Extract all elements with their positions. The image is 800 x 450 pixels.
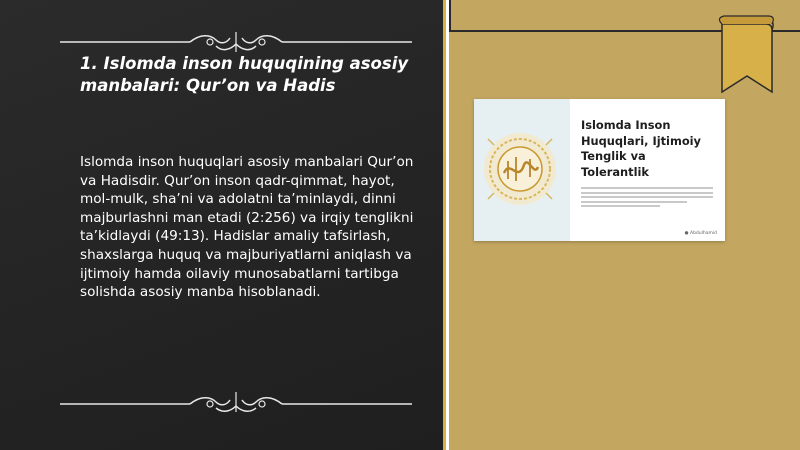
top-ornament-divider — [60, 30, 412, 54]
thumbnail-text-lines — [581, 187, 713, 210]
calligraphy-medallion-icon — [474, 99, 570, 241]
slide-title: 1. Islomda inson huquqining asosiy manbalari: Qur’on va Hadis — [80, 54, 409, 95]
thumbnail-title: Islomda Inson Huquqlari, Ijtimoiy Tenglik va Tolerantlik — [581, 118, 701, 179]
slide-body-text: Islomda inson huquqlari asosiy manbalari Qur’on va Hadisdir. Qur’on inson qadr-qimmat, hayot, mol-mulk, sha’ni va adolatni ta’minlaydi, dinni majburlashni man etadi (2:256) va irqiy tenglikni ta’kidlaydi (49:13). Hadislar amaliy tafsirlash, shaxslarga huquq va majburiyatlarni aniqlash va ijtimoiy hamda oilaviy munosabatlarni tartibga solishda asosiy manba hisoblanadi. — [80, 154, 414, 301]
bookmark-ribbon-icon — [716, 14, 776, 98]
corner-vertical-rule — [449, 0, 451, 30]
bottom-ornament-divider — [60, 390, 412, 414]
thumbnail-footer: ● Abdulhamid — [684, 231, 717, 236]
presentation-thumbnail — [474, 99, 725, 241]
